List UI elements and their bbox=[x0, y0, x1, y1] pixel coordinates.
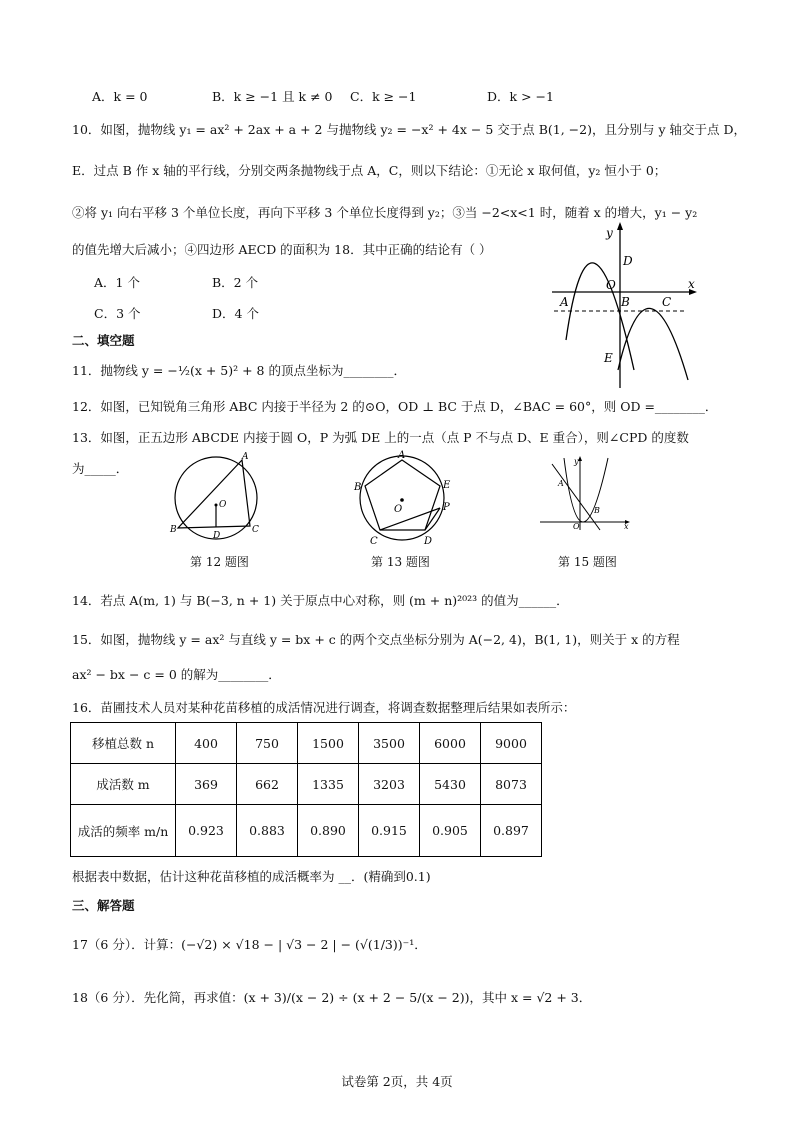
table-cell: 0.923 bbox=[176, 805, 237, 857]
table-cell: 0.905 bbox=[420, 805, 481, 857]
q10-label-b: B bbox=[621, 295, 630, 309]
q15-line2: ax² − bx − c = 0 的解为________． bbox=[72, 667, 281, 682]
q10-label-x: x bbox=[688, 277, 695, 291]
q12: 12．如图，已知锐角三角形 ABC 内接于半径为 2 的⊙O，OD ⊥ BC 于点 D，∠BAC = 60°，则 OD =________． bbox=[72, 399, 718, 414]
q9-option-a: A．k = 0 bbox=[92, 89, 148, 104]
q10-parabola-y1 bbox=[566, 263, 634, 370]
fig13 bbox=[350, 448, 460, 548]
q10-option-c: C．3 个 bbox=[94, 306, 141, 321]
table-cell: 0.890 bbox=[298, 805, 359, 857]
fig13-label-c: C bbox=[370, 536, 378, 547]
q10-label-a: A bbox=[560, 295, 569, 309]
fig12-label-d: D bbox=[213, 531, 221, 541]
table-cell: 6000 bbox=[420, 723, 481, 764]
q10-line4: 的值先增大后减小；④四边形 AECD 的面积为 18．其中正确的结论有（ ） bbox=[72, 242, 492, 257]
q10-option-b: B．2 个 bbox=[212, 275, 259, 290]
fig15-label-y: y bbox=[574, 457, 579, 466]
q16-table bbox=[70, 722, 542, 857]
table-row bbox=[71, 805, 542, 857]
fig12 bbox=[166, 452, 266, 546]
fig12-label-a: A bbox=[242, 452, 249, 462]
fig12-label-c: C bbox=[252, 525, 259, 535]
table-cell: 369 bbox=[176, 764, 237, 805]
q10-label-e: E bbox=[604, 351, 613, 365]
fig12-caption: 第 12 题图 bbox=[190, 555, 249, 569]
q17: 17（6 分）．计算：(−√2) × √18 − | √3 − 2 | − (√(1/3))⁻¹． bbox=[72, 937, 427, 952]
fig13-label-b: B bbox=[354, 482, 362, 493]
q10-option-d: D．4 个 bbox=[212, 306, 259, 321]
q10-label-o: O bbox=[606, 278, 616, 292]
q13-line2: 为_____． bbox=[72, 461, 129, 476]
table-cell: 1500 bbox=[298, 723, 359, 764]
table-row-label: 成活数 m bbox=[71, 764, 176, 805]
table-cell: 3500 bbox=[359, 723, 420, 764]
fig13-caption: 第 13 题图 bbox=[371, 555, 430, 569]
table-cell: 5430 bbox=[420, 764, 481, 805]
section-answer-title: 三、解答题 bbox=[72, 898, 135, 913]
fig13-label-a: A bbox=[398, 450, 406, 461]
q9-option-b: B．k ≥ −1 且 k ≠ 0 bbox=[212, 89, 333, 104]
fig15-label-x: x bbox=[624, 522, 629, 531]
fig12-label-o: O bbox=[219, 500, 227, 510]
q16-after: 根据表中数据，估计这种花苗移植的成活概率为 __．(精确到0.1) bbox=[72, 869, 431, 884]
table-cell: 0.915 bbox=[359, 805, 420, 857]
table-cell: 0.883 bbox=[237, 805, 298, 857]
table-row-label: 成活的频率 m/n bbox=[71, 805, 176, 857]
fig12-label-b: B bbox=[170, 525, 177, 535]
fig13-label-e: E bbox=[443, 480, 451, 491]
q10-label-d: D bbox=[623, 254, 633, 268]
fig15-caption: 第 15 题图 bbox=[558, 555, 617, 569]
table-row-label: 移植总数 n bbox=[71, 723, 176, 764]
table-row bbox=[71, 764, 542, 805]
q13-line1: 13．如图，正五边形 ABCDE 内接于圆 O，P 为弧 DE 上的一点（点 P 不与点 D、E 重合），则∠CPD 的度数 bbox=[72, 430, 689, 445]
q10-y-arrow bbox=[617, 222, 623, 230]
fig13-label-o: O bbox=[394, 504, 403, 515]
q10-line3: ②将 y₁ 向右平移 3 个单位长度，再向下平移 3 个单位长度得到 y₂；③当 −2<x<1 时，随着 x 的增大，y₁ − y₂ bbox=[72, 205, 698, 220]
page-footer: 试卷第 2页，共 4页 bbox=[341, 1074, 453, 1089]
fig15-label-b: B bbox=[594, 506, 600, 515]
q9-option-d: D．k > −1 bbox=[487, 89, 554, 104]
q15-line1: 15．如图，抛物线 y = ax² 与直线 y = bx + c 的两个交点坐标分别为 A(−2, 4)，B(1, 1)，则关于 x 的方程 bbox=[72, 632, 680, 647]
fig13-label-p: P bbox=[443, 502, 450, 513]
q9-option-c: C．k ≥ −1 bbox=[350, 89, 417, 104]
fig15-label-o: O bbox=[573, 522, 580, 531]
table-cell: 1335 bbox=[298, 764, 359, 805]
q10-figure bbox=[548, 222, 698, 390]
table-cell: 3203 bbox=[359, 764, 420, 805]
table-cell: 662 bbox=[237, 764, 298, 805]
q16-intro: 16．苗圃技术人员对某种花苗移植的成活情况进行调查，将调查数据整理后结果如表所示： bbox=[72, 700, 576, 715]
q10-line2: E．过点 B 作 x 轴的平行线，分别交两条抛物线于点 A，C，则以下结论：①无论 x 取何值，y₂ 恒小于 0； bbox=[72, 163, 667, 178]
table-cell: 8073 bbox=[481, 764, 542, 805]
q18: 18（6 分）．先化简，再求值：(x + 3)/(x − 2) ÷ (x + 2 − 5/(x − 2))，其中 x = √2 + 3． bbox=[72, 990, 592, 1005]
fig15-label-a: A bbox=[558, 479, 564, 488]
fig15 bbox=[536, 456, 632, 532]
q10-option-a: A．1 个 bbox=[94, 275, 140, 290]
table-cell: 0.897 bbox=[481, 805, 542, 857]
section-fill-blank-title: 二、填空题 bbox=[72, 333, 135, 348]
q10-line1: 10．如图，抛物线 y₁ = ax² + 2ax + a + 2 与抛物线 y₂ = −x² + 4x − 5 交于点 B(1, −2)，且分别与 y 轴交于点 D， bbox=[72, 122, 746, 137]
q14: 14．若点 A(m, 1) 与 B(−3, n + 1) 关于原点中心对称，则 (m + n)²⁰²³ 的值为______． bbox=[72, 593, 569, 608]
table-row bbox=[71, 723, 542, 764]
table-cell: 400 bbox=[176, 723, 237, 764]
q10-label-y: y bbox=[606, 226, 613, 240]
q10-label-c: C bbox=[662, 295, 672, 309]
q11: 11．抛物线 y = −½(x + 5)² + 8 的顶点坐标为________． bbox=[72, 363, 406, 378]
fig13-label-d: D bbox=[424, 536, 433, 547]
table-cell: 9000 bbox=[481, 723, 542, 764]
table-cell: 750 bbox=[237, 723, 298, 764]
